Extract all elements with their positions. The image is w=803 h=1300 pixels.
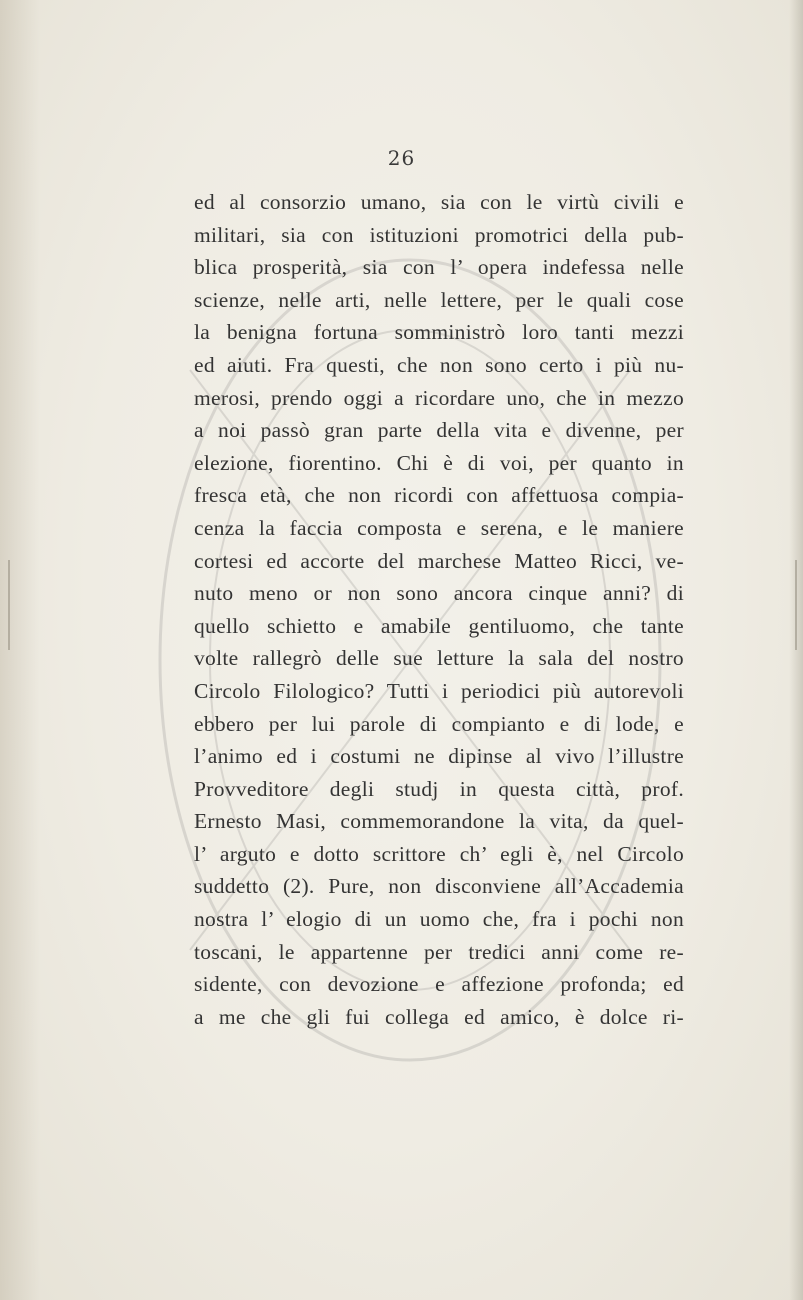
text-line: quello schietto e amabile gentiluomo, che tante	[194, 613, 684, 638]
text-line: Circolo Filologico? Tutti i periodici più autorevoli	[194, 678, 684, 703]
margin-mark	[8, 560, 10, 650]
text-line: nostra l’ elogio di un uomo che, fra i pochi non	[194, 907, 684, 932]
text-line: scienze, nelle arti, nelle lettere, per le quali cose	[194, 287, 684, 312]
text-line: volte rallegrò delle sue letture la sala del nostro	[194, 646, 684, 671]
text-line: nuto meno or non sono ancora cinque anni? di	[194, 581, 684, 606]
text-line: la benigna fortuna somministrò loro tanti mezzi	[194, 320, 684, 345]
text-line: ebbero per lui parole di compianto e di lode, e	[194, 711, 684, 736]
text-line: ed al consorzio umano, sia con le virtù civili e	[194, 190, 684, 214]
text-line: fresca età, che non ricordi con affettuosa compia-	[194, 483, 684, 508]
page-number: 26	[387, 146, 416, 170]
text-line: a noi passò gran parte della vita e divenne, per	[194, 418, 684, 443]
text-line: cenza la faccia composta e serena, e le maniere	[194, 515, 684, 540]
text-line: cortesi ed accorte del marchese Matteo Ricci, ve-	[194, 548, 684, 573]
text-line: ed aiuti. Fra questi, che non sono certo i più nu-	[194, 352, 684, 377]
text-line: l’ arguto e dotto scrittore ch’ egli è, nel Circolo	[194, 841, 684, 866]
margin-mark	[795, 560, 797, 650]
body-text	[194, 186, 684, 1033]
text-line: suddetto (2). Pure, non disconviene all’Accademia	[194, 874, 684, 899]
text-line: toscani, le appartenne per tredici anni come re-	[194, 939, 684, 964]
text-line: sidente, con devozione e affezione profonda; ed	[194, 972, 684, 997]
text-line: blica prosperità, sia con l’ opera indefessa nelle	[194, 255, 684, 280]
text-line: l’animo ed i costumi ne dipinse al vivo l’illustre	[194, 744, 684, 769]
text-line: Ernesto Masi, commemorandone la vita, da quel-	[194, 809, 684, 834]
text-line: militari, sia con istituzioni promotrici della pub-	[194, 222, 684, 247]
text-line: elezione, fiorentino. Chi è di voi, per quanto in	[194, 450, 684, 475]
text-line: a me che gli fui collega ed amico, è dolce ri-	[194, 1004, 684, 1029]
text-line: merosi, prendo oggi a ricordare uno, che in mezzo	[194, 385, 684, 410]
text-line: Provveditore degli studj in questa città, prof.	[194, 776, 684, 801]
